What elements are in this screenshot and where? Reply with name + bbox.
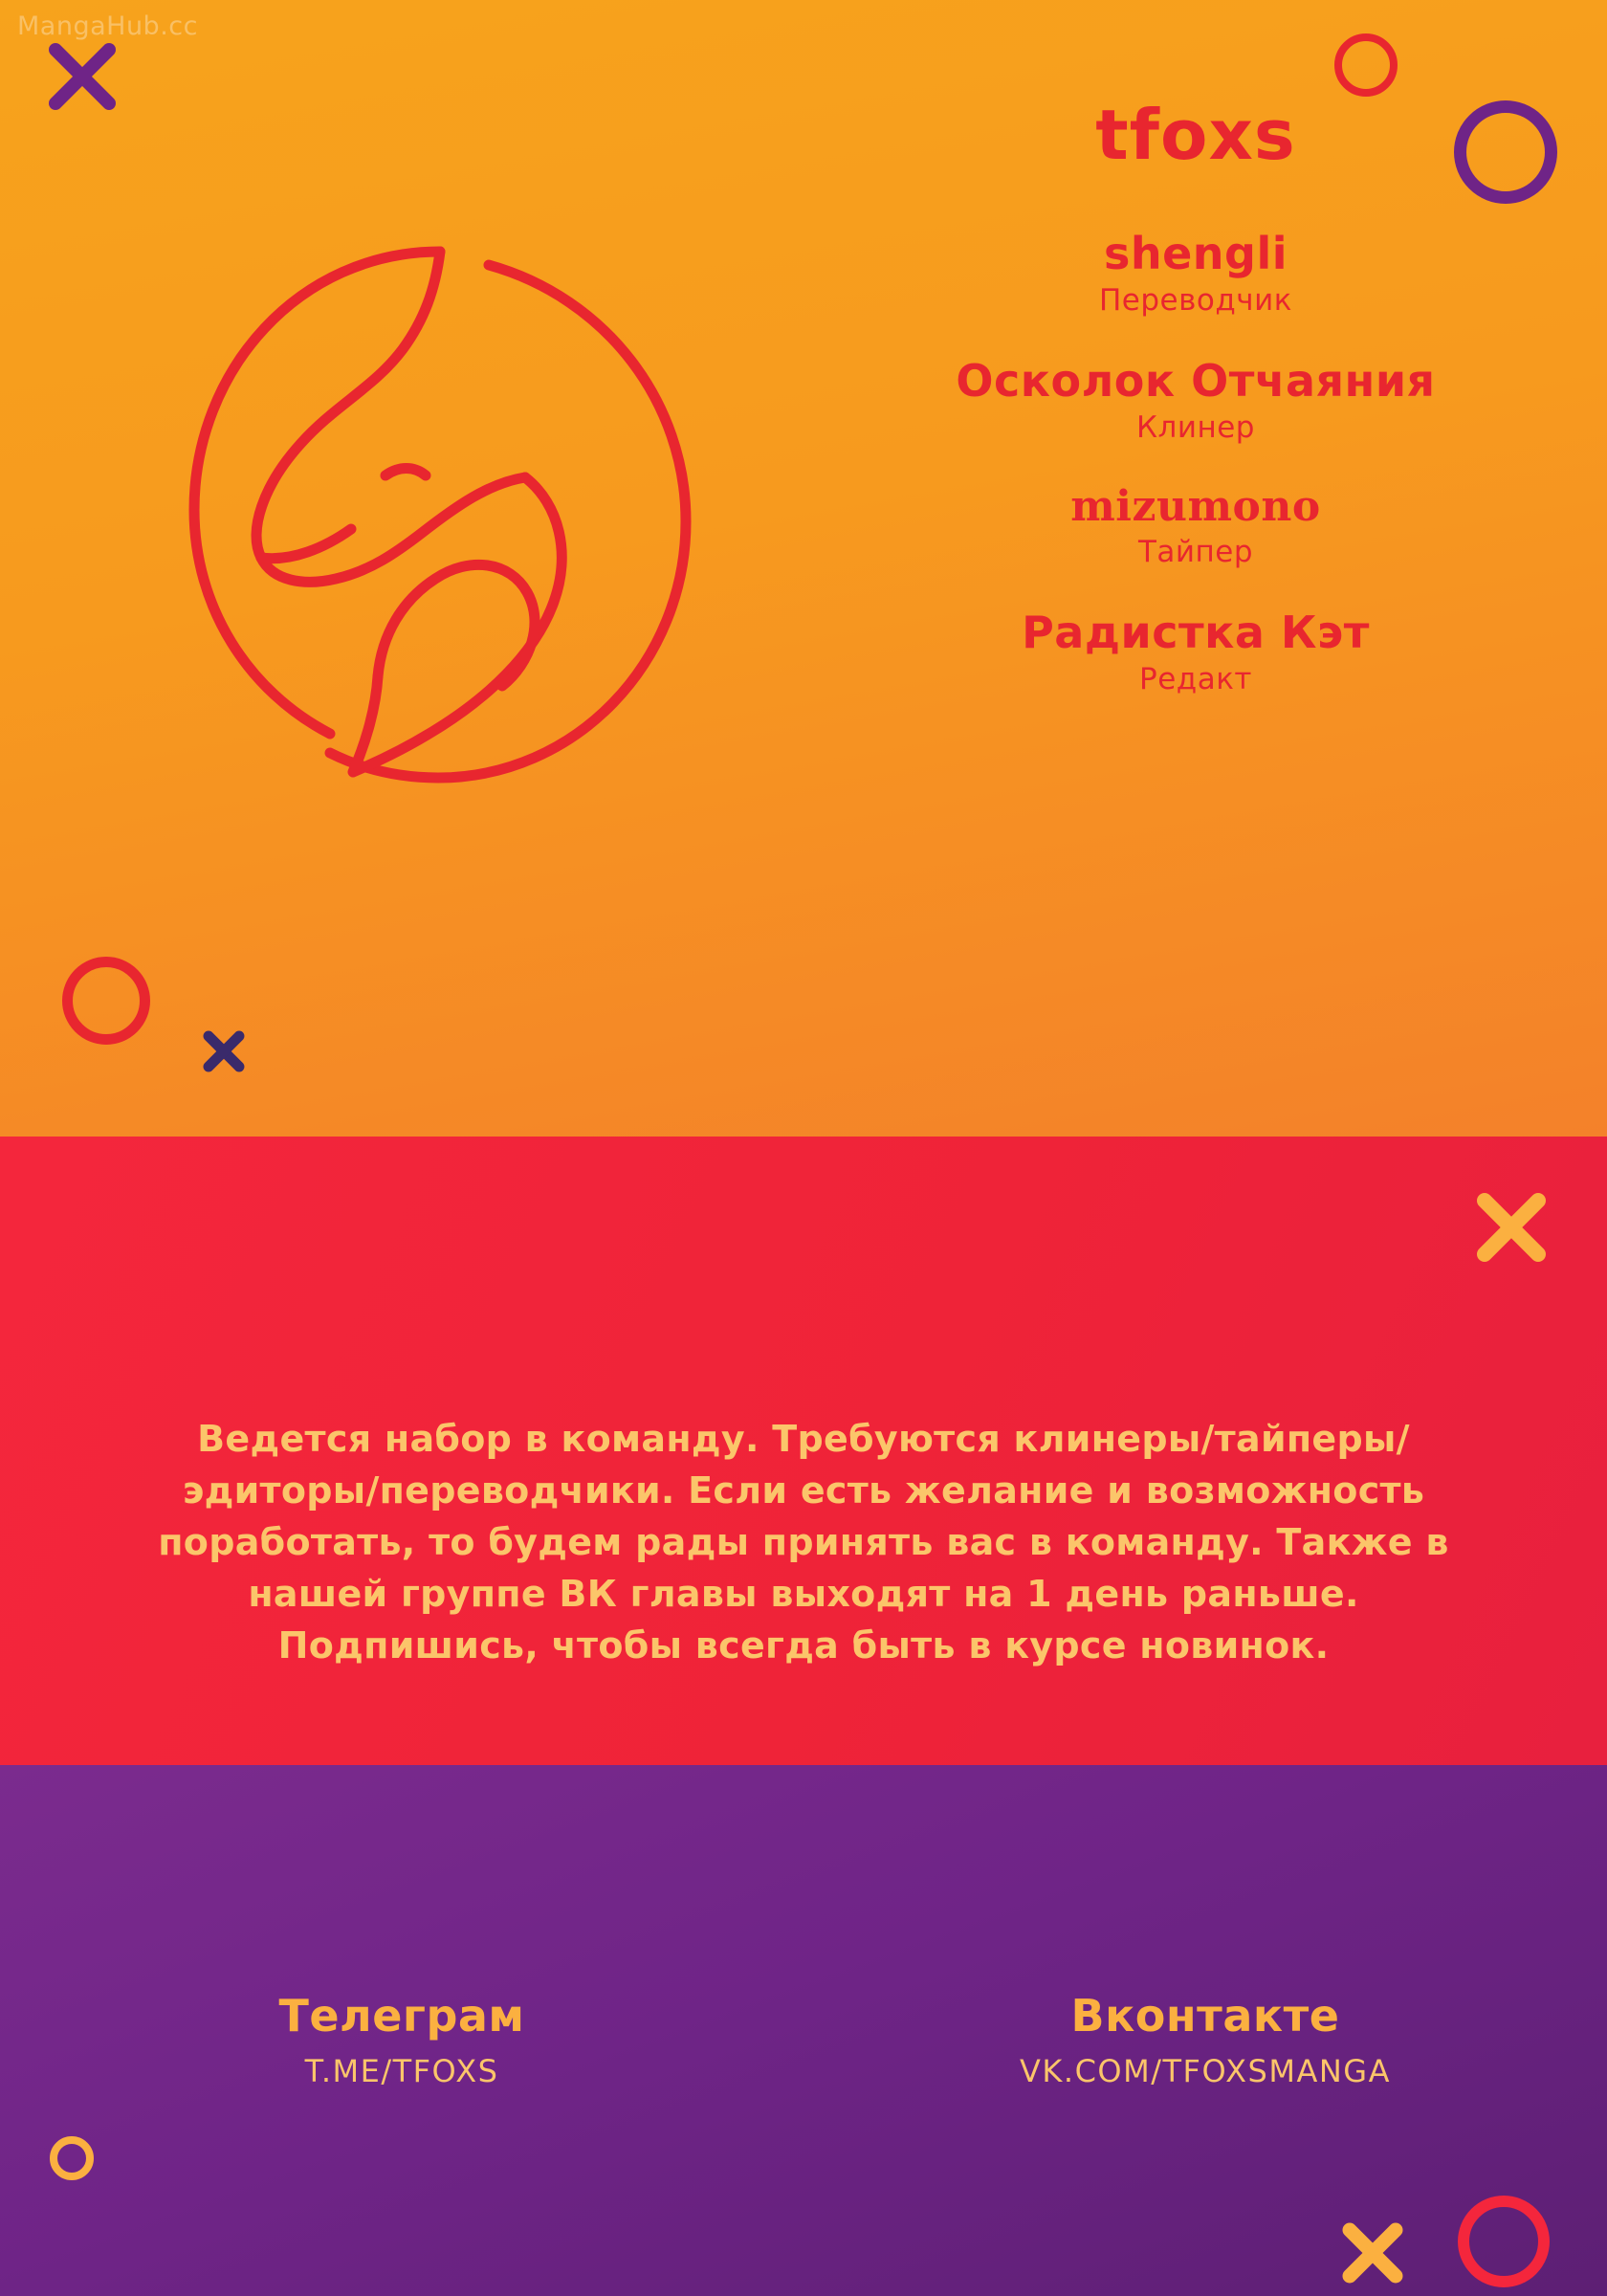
- credit-entry-translator: [842, 229, 1550, 318]
- link-telegram[interactable]: [0, 1990, 804, 2089]
- credit-role: Тайпер: [1137, 535, 1254, 570]
- team-name: tfoxs: [1095, 95, 1296, 175]
- decorative-ring-red-left: [62, 957, 150, 1045]
- links-row: [0, 1990, 1607, 2089]
- credit-nickname: Радистка Кэт: [1022, 607, 1370, 659]
- decorative-ring-red-top: [1334, 33, 1398, 97]
- credit-role: Редакт: [1139, 662, 1252, 697]
- decorative-ring-amber-bottomleft: [50, 2136, 94, 2180]
- credit-role: Клинер: [1136, 409, 1255, 445]
- recruitment-text: Ведется набор в команду. Требуются клинеры/тайперы/эдиторы/переводчики. Если есть желание и возможность поработать, то будем рады принять вас в команду. Также в нашей группе ВК главы выходят на 1 день раньше. Подпишись, чтобы всегда быть в курсе новинок.: [158, 1418, 1449, 1667]
- link-url[interactable]: VK.COM/TFOXSMANGA: [1020, 2053, 1391, 2089]
- credits-list: [842, 95, 1550, 735]
- credits-section: [0, 0, 1607, 1137]
- link-title: Вконтакте: [1070, 1990, 1340, 2042]
- decorative-ring-red-bottomright: [1458, 2196, 1550, 2287]
- decorative-cross-purple-topleft: [46, 40, 119, 113]
- watermark-label: MangaHub.cc: [17, 11, 198, 41]
- link-vkontakte[interactable]: [804, 1990, 1607, 2089]
- fox-logo-icon: [148, 206, 760, 894]
- credit-nickname: shengli: [1103, 228, 1288, 279]
- credit-role: Переводчик: [1099, 282, 1292, 318]
- credit-entry-editor: [842, 607, 1550, 696]
- links-section: [0, 1765, 1607, 2296]
- credit-entry-typer: [842, 483, 1550, 570]
- decorative-cross-gold-bottom: [1339, 2219, 1406, 2286]
- credit-entry-cleaner: [842, 356, 1550, 445]
- credit-nickname: Осколок Отчаяния: [956, 354, 1436, 407]
- recruitment-section: [0, 1137, 1607, 1765]
- decorative-cross-purple-small: [201, 1028, 247, 1074]
- link-title: Телеграм: [278, 1990, 525, 2042]
- credit-nickname: mizumono: [1070, 481, 1321, 531]
- decorative-cross-gold-right: [1473, 1189, 1550, 1266]
- link-url[interactable]: T.ME/TFOXS: [304, 2053, 499, 2089]
